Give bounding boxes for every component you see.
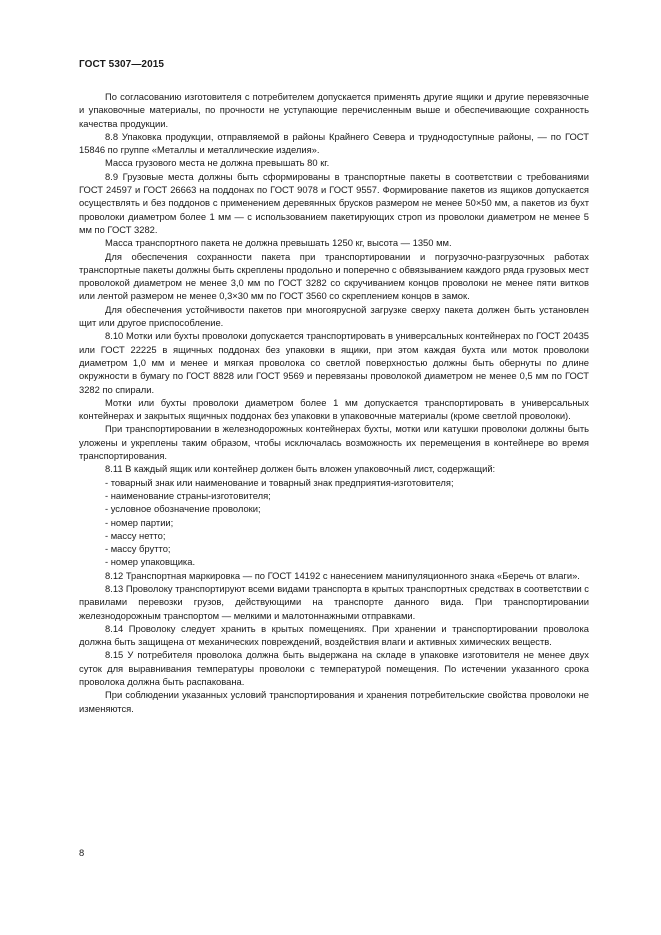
paragraph: При транспортировании в железнодорожных контейнерах бухты, мотки или катушки проволоки должны быть уложены и укреплены таким образом, чтобы исключалась возможность их перемещения в контейнере во время транспортирования. [79, 423, 589, 462]
paragraph: Масса транспортного пакета не должна превышать 1250 кг, высота — 1350 мм. [105, 237, 452, 249]
paragraph: 8.14 Проволоку следует хранить в крытых помещениях. При хранении и транспортировании проволока должна быть защищена от механических повреждений, воздействия влаги и активных химических веществ. [79, 622, 589, 648]
paragraph: 8.9 Грузовые места должны быть сформированы в транспортные пакеты в соответствии с требованиями ГОСТ 24597 и ГОСТ 26663 на поддонах по ГОСТ 9078 и ГОСТ 9557. Формирование пакетов из ящиков допускается осуществлять и без поддонов с применением деревянных брусков размером не менее 50×50 мм, а пакетов из бухт проволоки диаметром более 1 мм — с использованием пакетирующих строп из проволоки диаметром не менее 5 мм по ГОСТ 3282. [79, 170, 589, 235]
paragraph: 8.13 Проволоку транспортируют всеми видами транспорта в крытых транспортных средствах в соответствии с правилами перевозки грузов, действующими на транспорте данного вида. При транспортировании железнодорожным транспортом — мелкими и малотоннажными отправками. [79, 582, 589, 621]
document-header: ГОСТ 5307—2015 [79, 59, 165, 70]
paragraph: Масса грузового места не должна превышать 80 кг. [105, 157, 330, 169]
paragraph: 8.11 В каждый ящик или контейнер должен быть вложен упаковочный лист, содержащий: [105, 463, 496, 475]
paragraph: Для обеспечения сохранности пакета при транспортировании и погрузочно-разгрузочных работах транспортные пакеты должны быть скреплены продольно и поперечно с обвязыванием каждого ряда грузовых мест проволокой диаметром не менее 3,0 мм по ГОСТ 3282 со скручиванием концов проволоки не менее пяти витков или лентой размером не менее 0,3×30 мм по ГОСТ 3560 со скреплением концов в замок. [79, 250, 589, 302]
page-number: 8 [79, 847, 85, 858]
list-item: - массу брутто; [105, 543, 171, 555]
list-item: - условное обозначение проволоки; [105, 503, 261, 515]
paragraph: 8.15 У потребителя проволока должна быть выдержана на складе в упаковке изготовителя не менее двух суток для выравнивания температуры проволоки с температурой помещения. По истечении указанного срока проволока должна быть распакована. [79, 649, 589, 688]
list-item: - номер партии; [105, 516, 174, 528]
paragraph: 8.10 Мотки или бухты проволоки допускается транспортировать в универсальных контейнерах по ГОСТ 20435 или ГОСТ 22225 в ящичных поддонах без упаковки в ящики, при этом каждая бухта или моток проволоки диаметром 1,0 мм и менее и мягкая проволока со светлой поверхностью должны быть обернуты по длине окружности в бумагу по ГОСТ 8828 или ГОСТ 9569 и перевязаны проволокой диаметром не менее 0,5 мм по ГОСТ 3282 по спирали. [79, 330, 589, 395]
paragraph: По согласованию изготовителя с потребителем допускается применять другие ящики и другие перевязочные и упаковочные материалы, по прочности не уступающие перечисленным выше и обеспечивающие сохранность качества продукции. [79, 91, 589, 129]
paragraph: При соблюдении указанных условий транспортирования и хранения потребительские свойства проволоки не изменяются. [79, 689, 589, 714]
paragraph: 8.8 Упаковка продукции, отправляемой в районы Крайнего Севера и труднодоступные районы, — по ГОСТ 15846 по группе «Металлы и металлические изделия». [79, 130, 589, 156]
list-item: - номер упаковщика. [105, 556, 196, 568]
document-body [79, 90, 589, 715]
list-item: - массу нетто; [105, 529, 166, 541]
paragraph: Для обеспечения устойчивости пакетов при многоярусной загрузке сверху пакета должен быть установлен щит или другое приспособление. [79, 303, 589, 329]
list-item: - наименование страны-изготовителя; [105, 489, 271, 501]
paragraph: Мотки или бухты проволоки диаметром более 1 мм допускается транспортировать в универсальных контейнерах и закрытых ящичных поддонах без упаковки в упаковочные материалы (кроме светлой проволоки). [79, 396, 589, 422]
list-item: - товарный знак или наименование и товарный знак предприятия-изготовителя; [105, 476, 454, 488]
paragraph: 8.12 Транспортная маркировка — по ГОСТ 14192 с нанесением манипуляционного знака «Беречь от влаги». [105, 569, 580, 581]
